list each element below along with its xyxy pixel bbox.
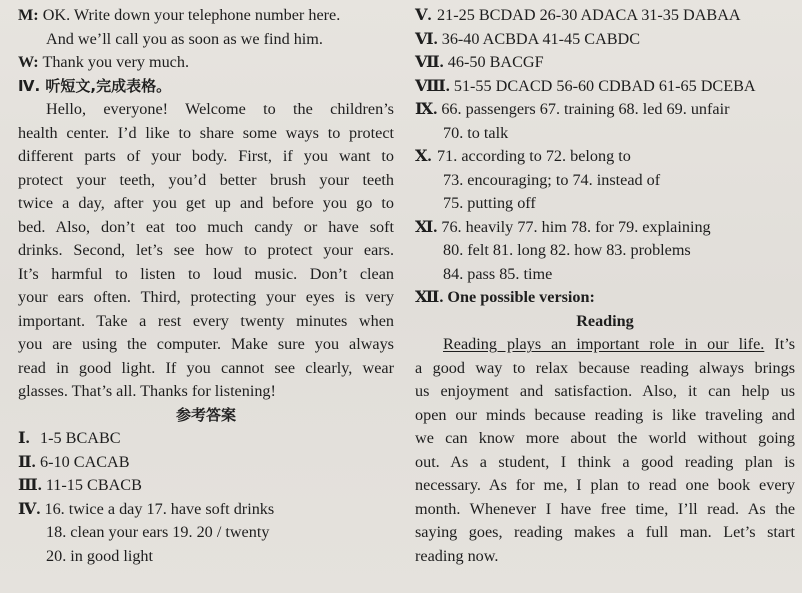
passage-line: protect your teeth, you’d better brush your teeth	[18, 170, 394, 189]
essay-line: we can know more about the world without going	[415, 429, 795, 447]
answer-text: 11-15 CBACB	[45, 476, 142, 494]
passage-line: twice a day, after you get up and before you go to	[18, 194, 394, 212]
section-number: Ⅸ.	[415, 100, 438, 118]
essay-line: necessary. As for me, I plan to read one book every	[415, 476, 795, 494]
passage-line: glasses. That’s all. Thanks for listening!	[18, 382, 276, 400]
passage-line: your ears often. Third, protecting your eyes is very	[18, 288, 394, 306]
dialog-line	[18, 28, 394, 52]
answer-text: 66. passengers 67. training 68. led 69. unfair	[441, 100, 730, 118]
passage-line: read in good light. If you cannot see clearly, wear	[18, 358, 394, 377]
essay-line: out. As a student, I think a good reading plan is	[415, 452, 795, 471]
essay-title: Reading	[576, 311, 634, 330]
passage-line: health center. I’d like to share some ways to protect	[18, 123, 394, 142]
answer-line: 70. to talk	[443, 123, 509, 142]
section-number: Ⅹ.	[415, 147, 432, 165]
speaker-label: W:	[18, 53, 39, 71]
section-iv-title: Ⅳ. 听短文,完成表格。	[18, 76, 172, 95]
answer-key-title: 参考答案	[175, 405, 236, 424]
section-number: Ⅳ.	[18, 499, 41, 518]
section-xii-title: One possible version:	[447, 288, 595, 306]
essay-line: reading now.	[415, 546, 499, 565]
answer-text: 1-5 BCABC	[40, 429, 121, 447]
answer-line	[415, 4, 795, 28]
answer-text: 46-50 BACGF	[447, 53, 544, 71]
answer-line: 80. felt 81. long 82. how 83. problems	[443, 241, 691, 259]
answer-line: 73. encouraging; to 74. instead of	[443, 170, 661, 189]
passage-line: you are using the computer. Make sure you always	[18, 335, 394, 353]
answer-line	[415, 98, 795, 122]
section-number: Ⅴ.	[415, 6, 432, 24]
essay-line: open our minds because reading is like traveling and	[415, 405, 795, 424]
section-number: Ⅲ.	[18, 476, 42, 494]
answer-line	[415, 28, 795, 52]
essay-line: saying goes, reading makes a full man. Let’s start	[415, 523, 795, 541]
left-column	[18, 4, 394, 568]
passage-line: different parts of your body. First, if you want to	[18, 147, 394, 165]
answer-line: 20. in good light	[46, 546, 154, 565]
passage-line: Hello, everyone! Welcome to the children’s	[46, 100, 394, 118]
dialog-line	[18, 4, 394, 28]
answer-line	[18, 427, 394, 451]
speaker-label: M:	[18, 6, 39, 24]
answer-line	[18, 451, 394, 475]
answer-line	[18, 474, 394, 498]
answer-line	[415, 51, 795, 75]
answer-text: 6-10 CACAB	[40, 452, 130, 471]
answer-text: 16. twice a day 17. have soft drinks	[44, 499, 275, 518]
answer-line: 84. pass 85. time	[443, 264, 553, 283]
section-number: Ⅰ.	[18, 429, 30, 447]
passage-line: bed. Also, don’t eat too much candy or have soft	[18, 217, 394, 236]
passage-line: It’s harmful to listen to loud music. Don’t clean	[18, 264, 394, 283]
dialog-text: Thank you very much.	[42, 53, 190, 71]
section-number: Ⅻ.	[415, 288, 444, 306]
essay-text: It’s	[764, 335, 795, 353]
essay-line: us enjoyment and satisfaction. Also, it can help us	[415, 382, 795, 400]
answer-line: 18. clean your ears 19. 20 / twenty	[46, 523, 270, 541]
answer-text: 71. according to 72. belong to	[437, 147, 631, 165]
section-number: Ⅱ.	[18, 452, 36, 471]
section-number: Ⅵ.	[415, 29, 438, 48]
dialog-text: OK. Write down your telephone number here.	[42, 6, 341, 24]
essay-topic-sentence: Reading plays an important role in our life.	[443, 335, 765, 353]
section-xii-heading	[415, 286, 795, 310]
answer-line: 75. putting off	[443, 194, 536, 212]
section-number: Ⅺ.	[415, 217, 438, 236]
answer-text: 76. heavily 77. him 78. for 79. explaining	[441, 217, 711, 236]
essay-line	[415, 333, 795, 357]
answer-text: 21-25 BCDAD 26-30 ADACA 31-35 DABAA	[437, 6, 741, 24]
answer-line	[415, 216, 795, 240]
right-column	[415, 4, 795, 568]
section-number: Ⅷ.	[415, 76, 450, 95]
passage-line: important. Take a rest every twenty minutes when	[18, 311, 394, 330]
answer-text: 36-40 ACBDA 41-45 CABDC	[441, 29, 641, 48]
answer-line	[415, 75, 795, 99]
dialog-line	[18, 51, 394, 75]
passage-line: drinks. Second, let’s see how to protect your ears.	[18, 241, 394, 259]
essay-line: a good way to relax because reading always brings	[415, 358, 795, 377]
essay-line: month. Whenever I have free time, I’ll read. As the	[415, 499, 795, 518]
dialog-text: And we’ll call you as soon as we find him.	[46, 29, 323, 48]
answer-text: 51-55 DCACD 56-60 CDBAD 61-65 DCEBA	[453, 76, 756, 95]
answer-line	[18, 498, 394, 522]
answer-line	[415, 145, 795, 169]
section-number: Ⅶ.	[415, 53, 444, 71]
